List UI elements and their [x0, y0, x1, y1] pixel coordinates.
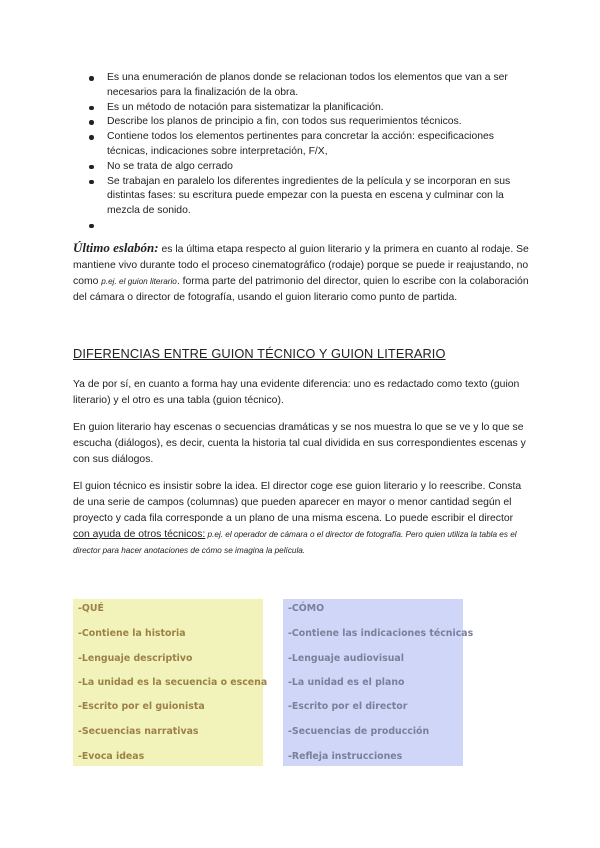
technical-cell: -Secuencias de producción — [288, 726, 430, 737]
list-item: Describe los planos de principio a fin, con todos sus requerimientos técnicos. — [86, 115, 526, 130]
technical-cell: -Lenguaje audiovisual — [288, 653, 404, 664]
technical-note: p.ej. el operador de cámara o el director de fotografía. Pero quien utiliza la tabla es el director para hacer anotaciones de cómo se imagina la película. — [73, 530, 517, 555]
list-item-empty — [86, 219, 526, 234]
paragraph-technical-text: El guion técnico es insistir sobre la idea. El director coge ese guion literario y lo reescribe. Consta de una serie de campos (columnas) que pueden aparecer en mayor o menor cantidad según el proyecto y cada fila corresponde a un plano de una misma escena. Lo puede escribir el director — [73, 481, 522, 524]
list-item: Contiene todos los elementos pertinentes para concretar la acción: especificaciones técnicas, indicaciones sobre interpretación, F/X, — [86, 130, 526, 160]
underlined-phrase: con ayuda de otros técnicos: — [73, 529, 206, 540]
ultimo-text-2: . forma parte del patrimonio del director, quien lo escribe con la colaboración del cámara o director de fotografía, usando el guion literario como punto de partida. — [73, 276, 529, 303]
ultimo-example: p.ej. el guion literario — [101, 277, 177, 286]
literary-column — [73, 599, 268, 766]
technical-cell: -CÓMO — [288, 603, 325, 614]
list-item: Es un método de notación para sistematizar la planificación. — [86, 101, 526, 116]
technical-cell: -Escrito por el director — [288, 701, 408, 712]
technical-cell: -Refleja instrucciones — [288, 751, 403, 762]
technical-cell: -La unidad es el plano — [288, 677, 405, 688]
ultimo-eslabon-term: Último eslabón: — [73, 240, 159, 255]
paragraph-form: Ya de por sí, en cuanto a forma hay una evidente diferencia: uno es redactado como texto (guion literario) y el otro es una tabla (guion técnico). — [73, 379, 520, 406]
paragraph-literary: En guion literario hay escenas o secuencias dramáticas y se nos muestra lo que se ve y lo que se escucha (diálogos), es decir, cuenta la historia tal cual dividida en sus correspondientes escenas y con sus diálogos. — [73, 422, 526, 465]
section-heading: DIFERENCIAS ENTRE GUION TÉCNICO Y GUION LITERARIO — [73, 346, 446, 361]
paragraph-technical — [73, 479, 531, 559]
literary-cell: -Escrito por el guionista — [78, 701, 205, 712]
ultimo-eslabon-paragraph — [73, 240, 531, 306]
ultimo-text-1: es la última etapa respecto al guion literario y la primera en cuanto al rodaje. Se mantiene vivo durante todo el proceso cinematográfico (rodaje) porque se puede ir reajustando, no como — [73, 244, 529, 287]
literary-cell: -Secuencias narrativas — [78, 726, 199, 737]
literary-cell: -QUÉ — [78, 603, 104, 614]
literary-cell: -Evoca ideas — [78, 751, 145, 762]
list-item: Se trabajan en paralelo los diferentes ingredientes de la película y se incorporan en sus distintas fases: su escritura puede empezar con la puesta en escena y culminar con la mezcla de sonido. — [86, 175, 526, 219]
comparison-table — [73, 599, 474, 766]
literary-cell: -Lenguaje descriptivo — [78, 653, 193, 664]
literary-cell: -Contiene la historia — [78, 628, 186, 639]
bullet-list — [86, 71, 526, 234]
literary-cell: -La unidad es la secuencia o escena — [78, 677, 268, 688]
list-item: No se trata de algo cerrado — [86, 160, 526, 175]
technical-column — [283, 599, 474, 766]
list-item: Es una enumeración de planos donde se relacionan todos los elementos que van a ser necesarios para la finalización de la obra. — [86, 71, 526, 101]
technical-cell: -Contiene las indicaciones técnicas — [288, 628, 474, 639]
